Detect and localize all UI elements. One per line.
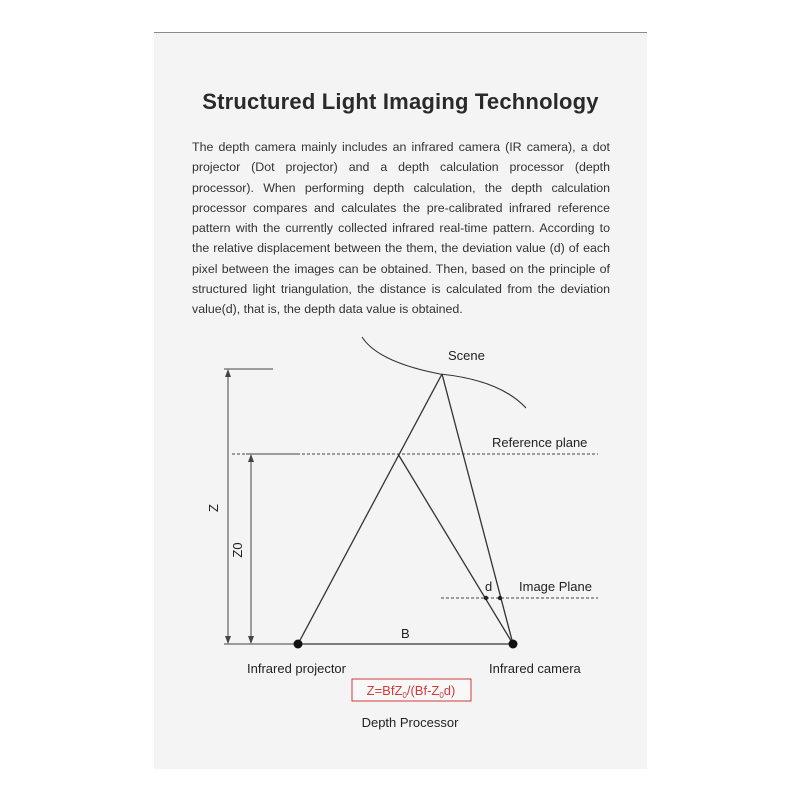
scene-label: Scene — [448, 348, 485, 363]
deviation-label: d — [485, 579, 493, 594]
reference-plane-label: Reference plane — [492, 435, 588, 450]
formula-text: $Z=BfZ_0/(Bf-Z_0d)$ — [366, 683, 456, 700]
z0-label: Z0 — [230, 542, 245, 558]
projector-dot — [294, 640, 303, 649]
scene-curve — [362, 337, 526, 408]
projector-label: Infrared projector — [247, 661, 346, 676]
baseline-label: B — [401, 626, 410, 641]
camera-dot — [509, 640, 518, 649]
projector-to-scene-ray — [298, 374, 442, 644]
z-arrow-top — [225, 369, 231, 377]
depth-processor-label: Depth Processor — [361, 715, 459, 730]
z0-arrow-bottom — [248, 636, 254, 644]
deviation-point-left — [484, 596, 488, 600]
description-paragraph: The depth camera mainly includes an infrared camera (IR camera), a dot projector (Dot projector) and a depth calculation processor (depth processor). When performing depth calculation, the depth calculation processor compares and calculates the pre-calibrated infrared reference pattern with the currently collected infrared real-time pattern. According to the relative displacement between the them, the deviation value (d) of each pixel between the images can be obtained. Then, based on the principle of structured light triangulation, the distance is calculated from the deviation value(d), that is, the depth data value is obtained. — [192, 140, 610, 317]
z0-arrow-top — [248, 454, 254, 462]
page-title: Structured Light Imaging Technology — [202, 89, 599, 114]
scene-to-camera-ray — [442, 374, 513, 644]
camera-label: Infrared camera — [489, 661, 581, 676]
image-plane-label: Image Plane — [519, 579, 592, 594]
deviation-point-right — [498, 596, 502, 600]
z-label: Z — [206, 504, 221, 512]
z-arrow-bottom — [225, 636, 231, 644]
reference-to-camera-ray — [398, 454, 513, 644]
